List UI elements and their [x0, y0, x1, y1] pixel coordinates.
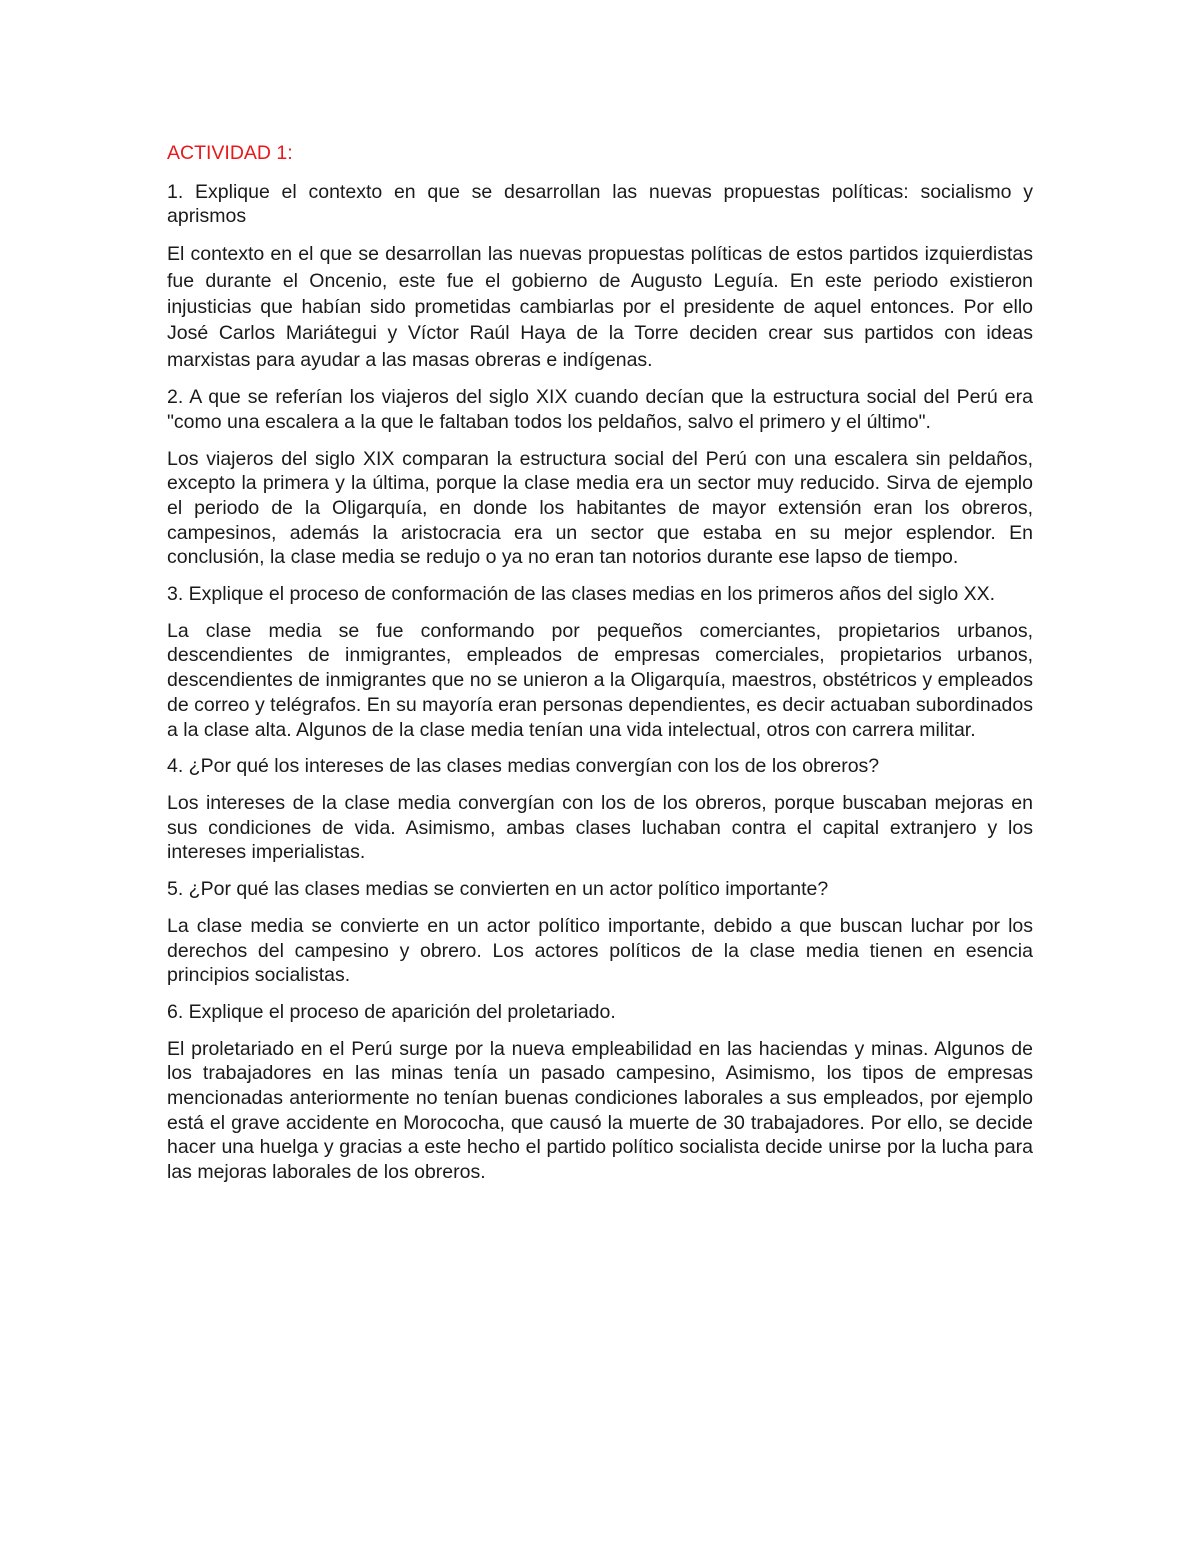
document-page — [167, 141, 1033, 1197]
question-1: 1. Explique el contexto en que se desarrollan las nuevas propuestas políticas: socialismo y aprismos — [167, 180, 1033, 228]
question-4: 4. ¿Por qué los intereses de las clases medias convergían con los de los obreros? — [167, 755, 880, 778]
answer-1: El contexto en el que se desarrollan las nuevas propuestas políticas de estos partidos izquierdistas fue durante el Oncenio, este fue el gobierno de Augusto Leguía. En este periodo existieron injusticias que habían sido prometidas cambiarlas por el presidente de aquel entonces. Por ello José Carlos Mariátegui y Víctor Raúl Haya de la Torre deciden crear sus partidos con ideas marxistas para ayudar a las masas obreras e indígenas. — [167, 243, 1033, 371]
page-title: ACTIVIDAD 1: — [167, 142, 293, 164]
question-5: 5. ¿Por qué las clases medias se convierten en un actor político importante? — [167, 878, 829, 901]
question-6: 6. Explique el proceso de aparición del proletariado. — [167, 1000, 616, 1023]
answer-4: Los intereses de la clase media convergían con los de los obreros, porque buscaban mejoras en sus condiciones de vida. Asimismo, ambas clases luchaban contra el capital extranjero y los intereses imperialistas. — [167, 791, 1033, 864]
answer-5: La clase media se convierte en un actor político importante, debido a que buscan luchar por los derechos del campesino y obrero. Los actores políticos de la clase media tienen en esencia principios socialistas. — [167, 914, 1033, 987]
answer-6: El proletariado en el Perú surge por la nueva empleabilidad en las haciendas y minas. Algunos de los trabajadores en las minas tenía un pasado campesino, Asimismo, los tipos de empresas mencionadas anteriormente no tenían buenas condiciones laborales a sus empleados, por ejemplo está el grave accidente en Morococha, que causó la muerte de 30 trabajadores. Por ello, se decide hacer una huelga y gracias a este hecho el partido político socialista decide unirse por la lucha para las mejoras laborales de los obreros. — [167, 1037, 1033, 1184]
answer-2: Los viajeros del siglo XIX comparan la estructura social del Perú con una escalera sin peldaños, excepto la primera y la última, porque la clase media era un sector muy reducido. Sirva de ejemplo el periodo de la Oligarquía, en donde los habitantes de mayor extensión eran los obreros, campesinos, además la aristocracia era un sector que estaba en su mejor esplendor. En conclusión, la clase media se redujo o ya no eran tan notorios durante ese lapso de tiempo. — [167, 447, 1033, 569]
question-3: 3. Explique el proceso de conformación de las clases medias en los primeros años del siglo XX. — [167, 583, 996, 606]
answer-3: La clase media se fue conformando por pequeños comerciantes, propietarios urbanos, descendientes de inmigrantes, empleados de empresas comerciales, propietarios urbanos, descendientes de inmigrantes que no se unieron a la Oligarquía, maestros, obstétricos y empleados de correo y telégrafos. En su mayoría eran personas dependientes, es decir actuaban subordinados a la clase alta. Algunos de la clase media tenían una vida intelectual, otros con carrera militar. — [167, 619, 1033, 741]
question-2: 2. A que se referían los viajeros del siglo XIX cuando decían que la estructura social del Perú era "como una escalera a la que le faltaban todos los peldaños, salvo el primero y el último". — [167, 386, 1033, 433]
